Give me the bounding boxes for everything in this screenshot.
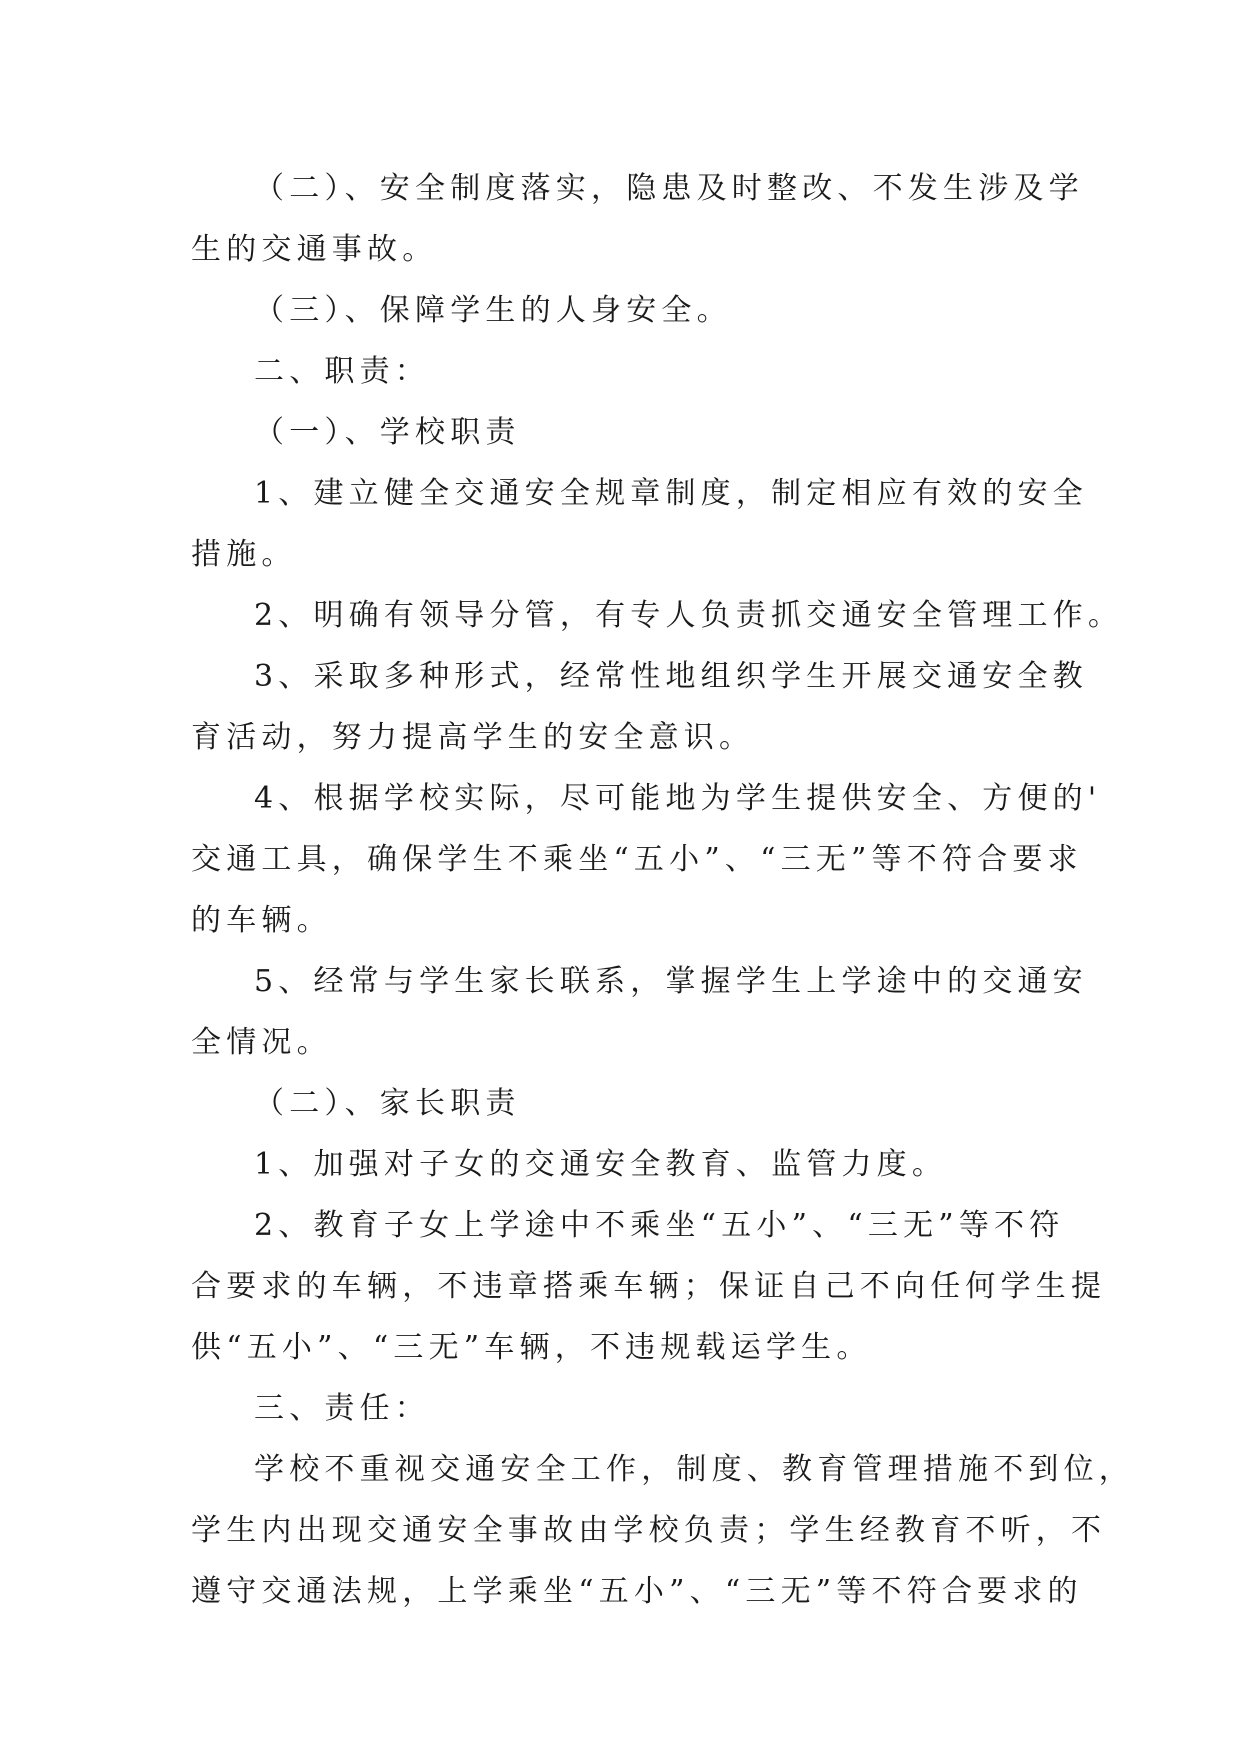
paragraph-line: 4、根据学校实际，尽可能地为学生提供安全、方便的' <box>254 781 1102 816</box>
paragraph-line: 学校不重视交通安全工作，制度、教育管理措施不到位， <box>254 1452 1134 1487</box>
paragraph-line: 5、经常与学生家长联系，掌握学生上学途中的交通安 <box>254 964 1088 999</box>
subsection-heading: （二）、家长职责 <box>254 1086 521 1121</box>
document-body <box>191 158 1134 1622</box>
paragraph-line: 合要求的车辆，不违章搭乘车辆；保证自己不向任何学生提 <box>191 1269 1107 1304</box>
paragraph-line: 2、明确有领导分管，有专人负责抓交通安全管理工作。 <box>254 598 1124 633</box>
paragraph-line: 1、加强对子女的交通安全教育、监管力度。 <box>254 1147 948 1182</box>
paragraph-line: 2、教育子女上学途中不乘坐“五小”、“三无”等不符 <box>254 1208 1065 1243</box>
paragraph-line: 学生内出现交通安全事故由学校负责；学生经教育不听，不 <box>191 1513 1107 1548</box>
paragraph-line: 遵守交通法规，上学乘坐“五小”、“三无”等不符合要求的 <box>191 1574 1083 1609</box>
paragraph-line: 供“五小”、“三无”车辆，不违规载运学生。 <box>191 1330 872 1365</box>
paragraph-line: 的车辆。 <box>191 903 332 938</box>
section-heading: 二、职责： <box>254 354 430 389</box>
paragraph-line: 生的交通事故。 <box>191 232 438 267</box>
paragraph-line: （三）、保障学生的人身安全。 <box>254 293 732 328</box>
paragraph-line: 措施。 <box>191 537 297 572</box>
paragraph-line: 1、建立健全交通安全规章制度，制定相应有效的安全 <box>254 476 1088 511</box>
paragraph-line: （二）、安全制度落实，隐患及时整改、不发生涉及学 <box>254 171 1084 206</box>
paragraph-line: 育活动，努力提高学生的安全意识。 <box>191 720 755 755</box>
subsection-heading: （一）、学校职责 <box>254 415 521 450</box>
paragraph-line: 交通工具，确保学生不乘坐“五小”、“三无”等不符合要求 <box>191 842 1083 877</box>
paragraph-line: 3、采取多种形式，经常性地组织学生开展交通安全教 <box>254 659 1088 694</box>
paragraph-line: 全情况。 <box>191 1025 332 1060</box>
section-heading: 三、责任： <box>254 1391 430 1426</box>
